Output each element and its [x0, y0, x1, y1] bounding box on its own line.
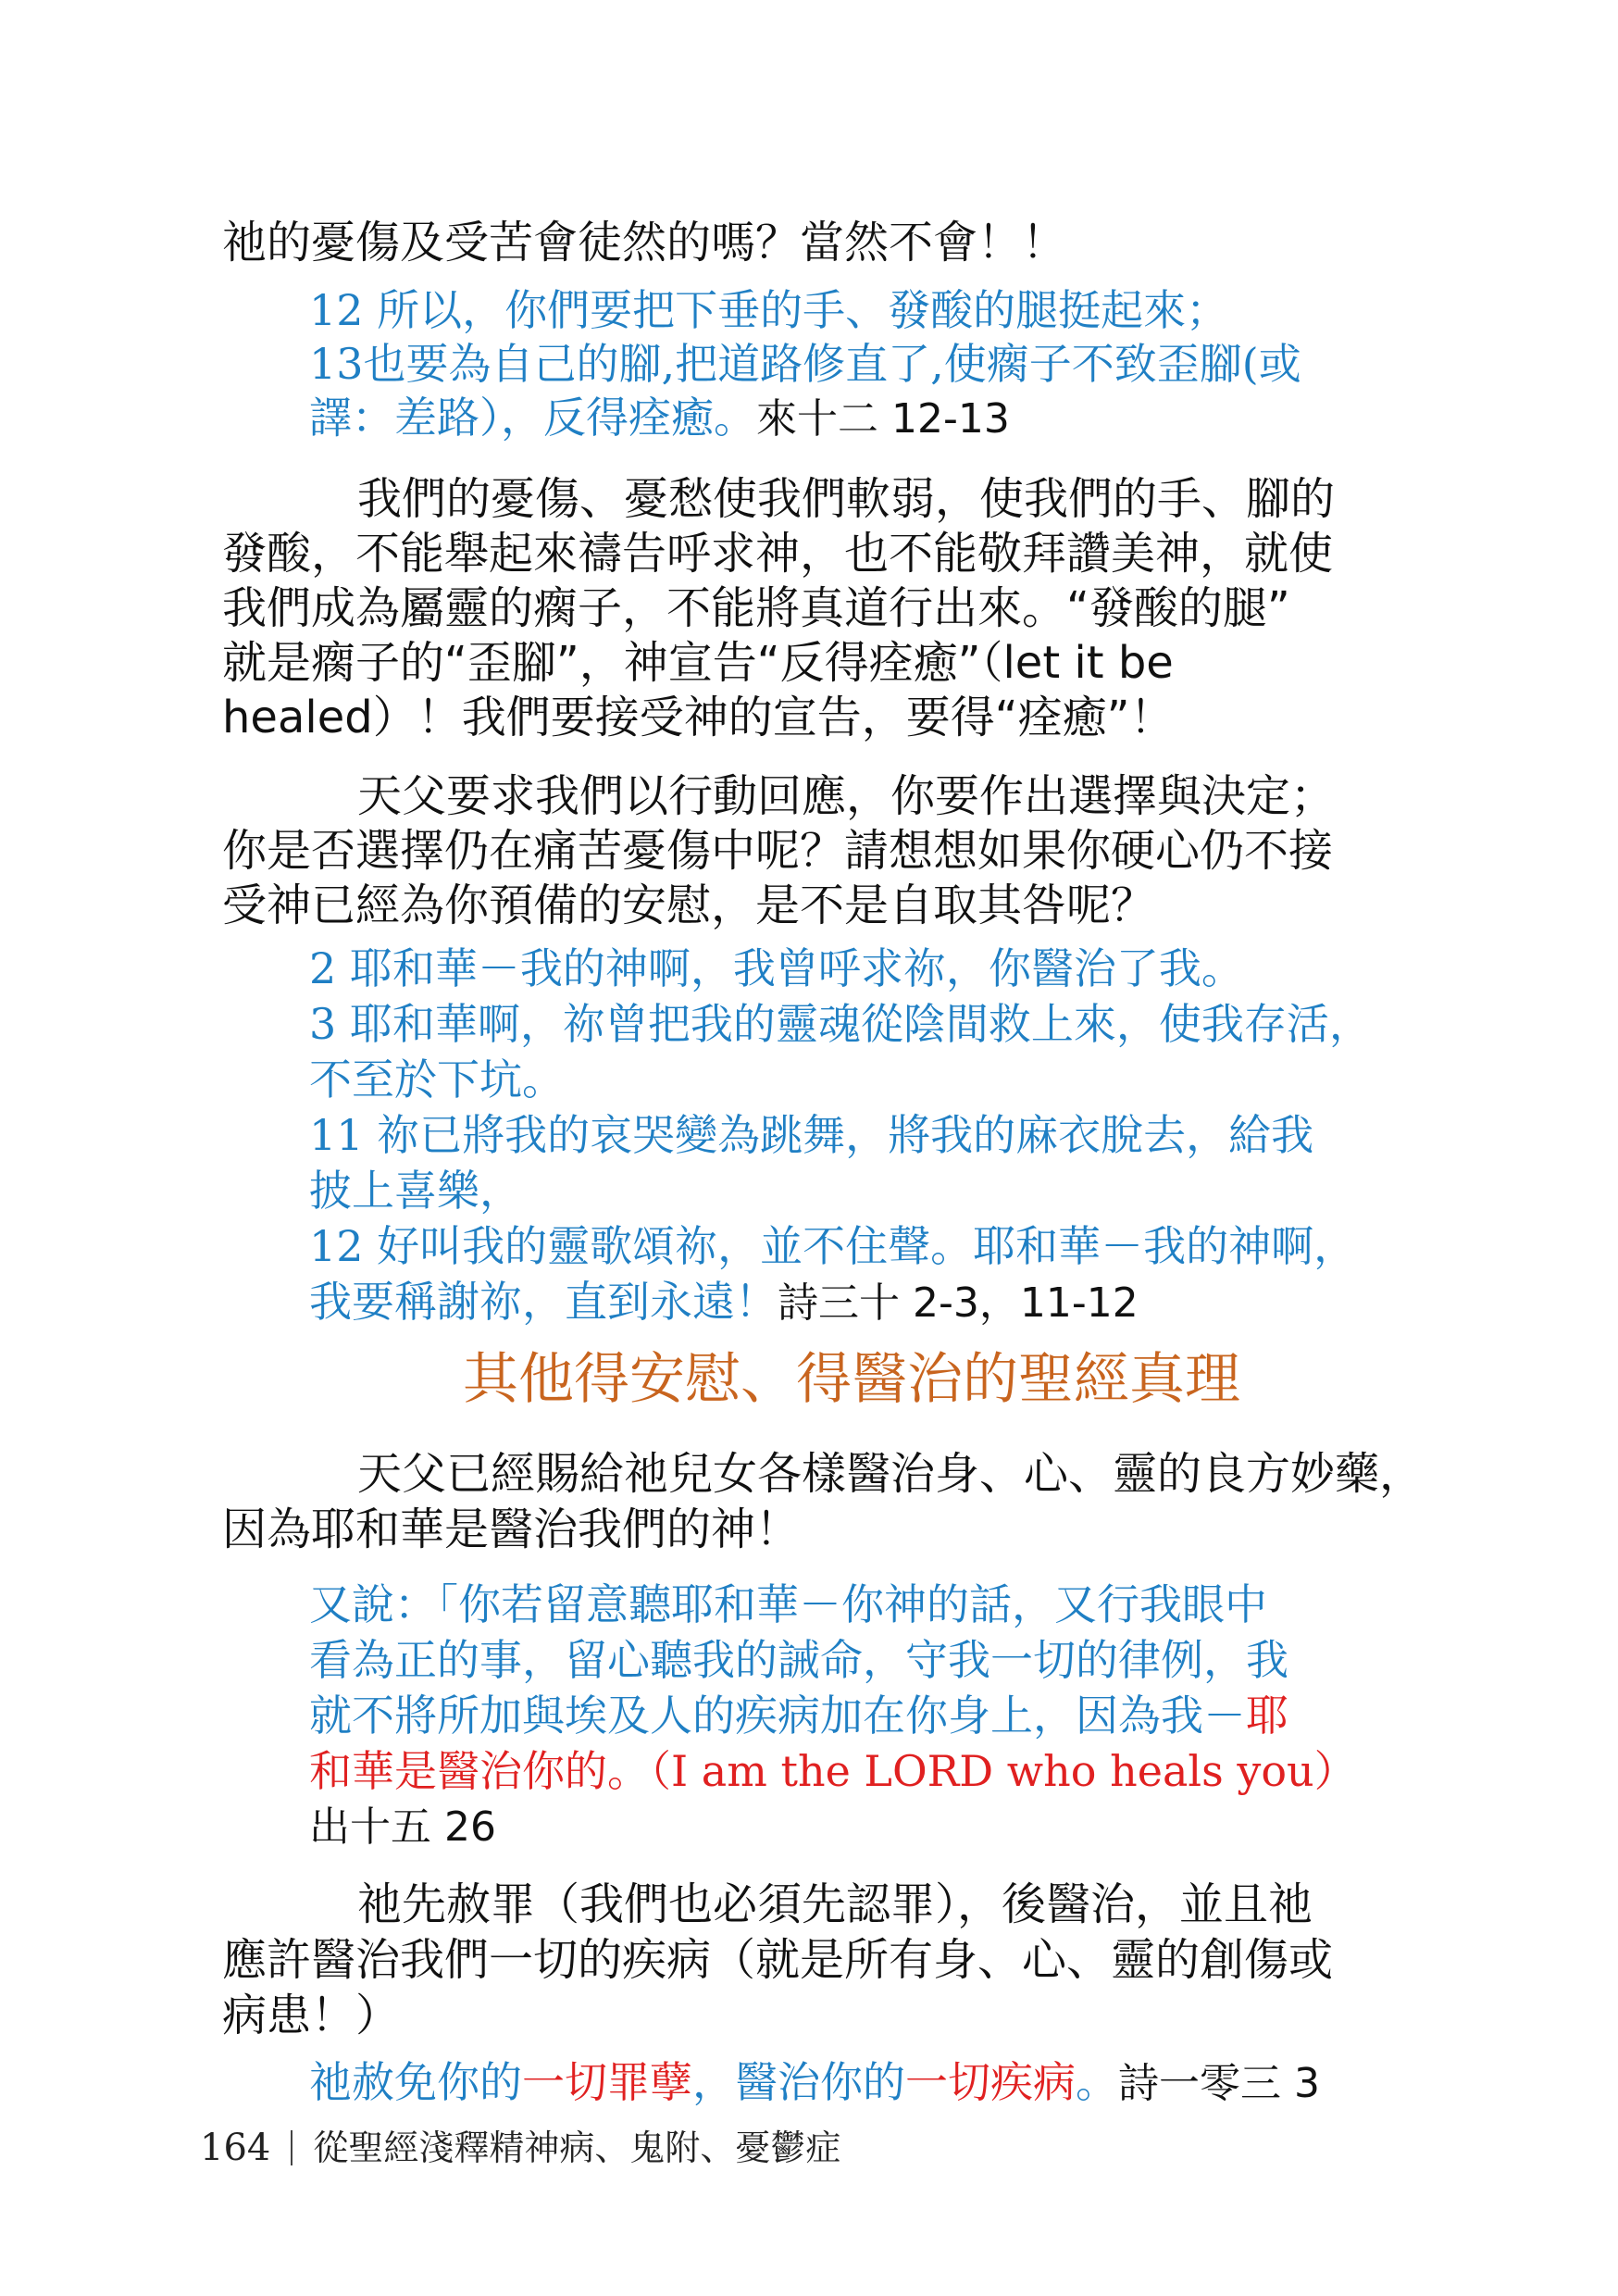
- text-line: 我們的憂傷、憂愁使我們軟弱，使我們的手、腳的: [357, 473, 1336, 525]
- verse-line: [309, 1691, 1288, 1741]
- footer-divider: [291, 2130, 292, 2165]
- text-line: 祂的憂傷及受苦會徒然的嗎？當然不會！！: [222, 217, 1067, 268]
- verse-line: 11 祢已將我的哀哭變為跳舞，將我的麻衣脫去，給我: [309, 1110, 1314, 1160]
- verse-reference: 詩三十 2-3，11-12: [778, 1279, 1139, 1327]
- verse-line: 看為正的事，留心聽我的誡命，守我一切的律例，我: [309, 1635, 1288, 1685]
- text-line: 發酸，不能舉起來禱告呼求神，也不能敬拜讚美神，就使: [222, 528, 1334, 580]
- verse-line: 12 好叫我的靈歌頌祢，並不住聲。耶和華－我的神啊，: [309, 1221, 1357, 1271]
- verse-line: [309, 2057, 1320, 2107]
- text-line: 天父要求我們以行動回應，你要作出選擇與決定；: [357, 770, 1336, 822]
- text-line: 我們成為屬靈的瘸子，不能將真道行出來。“發酸的腿”: [222, 582, 1290, 634]
- text-line: 病患！）: [222, 1990, 401, 2041]
- text-line: 應許醫治我們一切的疾病（就是所有身、心、靈的創傷或: [222, 1934, 1334, 1986]
- verse-text: 譯：差路），反得痊癒。: [309, 393, 756, 443]
- verse-text: 就不將所加與埃及人的疾病加在你身上，因為我－: [309, 1691, 1246, 1741]
- verse-line: 12 所以，你們要把下垂的手、發酸的腿挺起來；: [309, 285, 1229, 335]
- verse-line: [309, 393, 1010, 443]
- section-heading: 其他得安慰、得醫治的聖經真理: [463, 1347, 1240, 1412]
- verse-text: 。: [1076, 2057, 1118, 2107]
- highlighted-text: 一切疾病: [905, 2057, 1076, 2107]
- text-line: 就是瘸子的“歪腳”，神宣告“反得痊癒”（let it be: [222, 637, 1174, 689]
- verse-line: 披上喜樂，: [309, 1166, 522, 1216]
- verse-line: 3 耶和華啊，祢曾把我的靈魂從陰間救上來，使我存活，: [309, 999, 1372, 1049]
- text-line: 因為耶和華是醫治我們的神！: [222, 1504, 801, 1555]
- page-footer: [200, 2127, 841, 2169]
- page-number: 164: [200, 2127, 271, 2169]
- text-line: 天父已經賜給祂兒女各樣醫治身、心、靈的良方妙藥，: [357, 1448, 1425, 1500]
- verse-reference: 詩一零三 3: [1118, 2060, 1320, 2107]
- verse-line: 13也要為自己的腳,把道路修直了,使瘸子不致歪腳(或: [309, 339, 1301, 389]
- verse-reference: 來十二 12-13: [756, 395, 1010, 443]
- verse-text: ，醫治你的: [692, 2057, 905, 2107]
- highlighted-verse-line: 和華是醫治你的。（I am the LORD who heals you）: [309, 1746, 1357, 1796]
- book-title: 從聖經淺釋精神病、鬼附、憂鬱症: [313, 2128, 841, 2168]
- text-line: 你是否選擇仍在痛苦憂傷中呢？請想想如果你硬心仍不接: [222, 825, 1334, 877]
- text-line: healed）！我們要接受神的宣告，要得“痊癒”！: [222, 692, 1175, 743]
- verse-line: 2 耶和華－我的神啊，我曾呼求祢，你醫治了我。: [309, 943, 1244, 993]
- verse-reference: 出十五 26: [309, 1803, 496, 1851]
- verse-line: 不至於下坑。: [309, 1054, 565, 1104]
- highlighted-text: 一切罪孽: [522, 2057, 692, 2107]
- verse-text: 我要稱謝祢，直到永遠！: [309, 1277, 778, 1327]
- verse-text: 祂赦免你的: [309, 2057, 522, 2107]
- verse-line: [309, 1277, 1139, 1327]
- text-line: 祂先赦罪（我們也必須先認罪），後醫治，並且祂: [357, 1878, 1313, 1930]
- verse-line: 又說：「你若留意聽耶和華－你神的話，又行我眼中: [309, 1579, 1267, 1629]
- highlighted-text: 耶: [1246, 1691, 1288, 1741]
- text-line: 受神已經為你預備的安慰，是不是自取其咎呢？: [222, 880, 1156, 931]
